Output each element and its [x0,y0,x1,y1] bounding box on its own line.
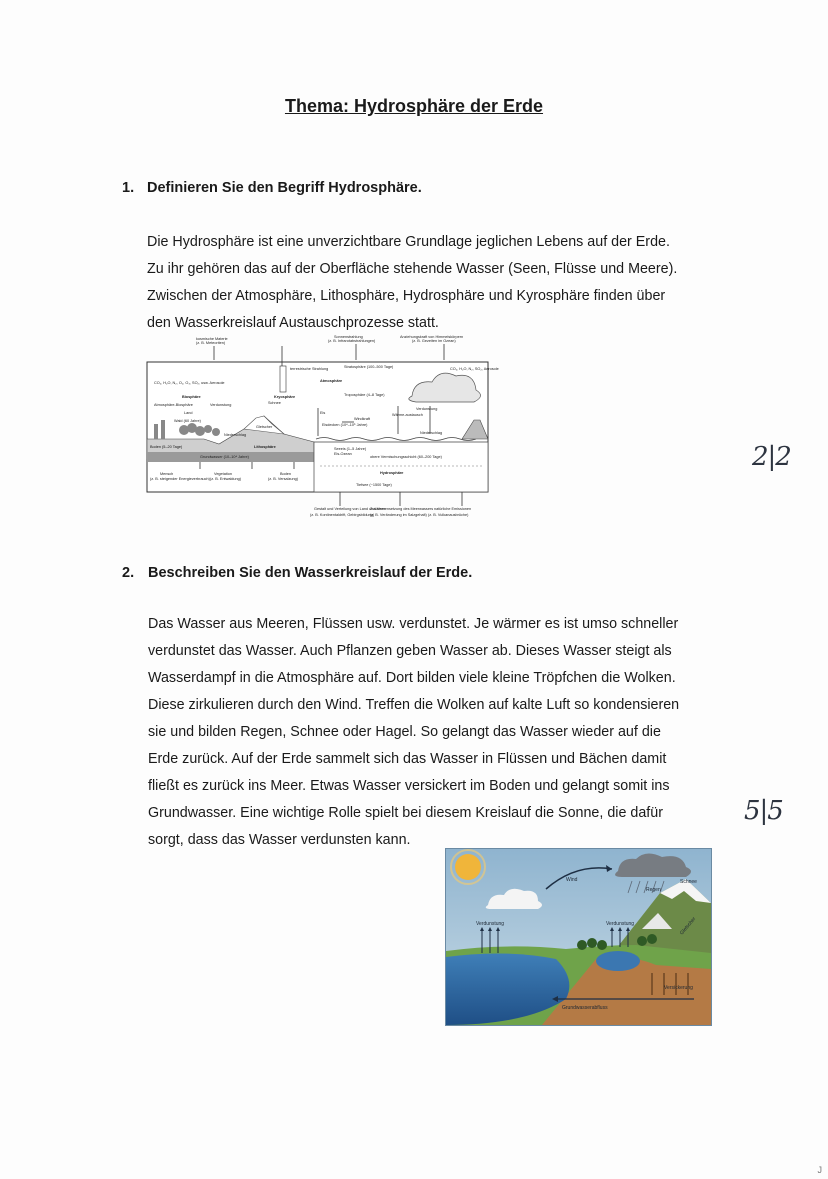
label-anziehungskraft-sub: (z. B. Gezeiten im Ozean) [412,339,456,343]
label-schnee: Schnee [268,401,281,405]
grade-mark-2: 5|5 [744,796,783,826]
label-troposphaere: Troposphäre (4–8 Tage) [344,393,385,397]
label-tiefsee: Tiefsee (~1500 Tage) [356,483,392,487]
label-wind: Wind [566,877,578,883]
label-schnee: Schnee [680,879,697,885]
label-wald: Wald (60 Jahre) [174,419,201,423]
label-boden: Boden (5–20 Tage) [150,445,183,449]
label-eisdecken: Eisdecken (10⁴–10⁵ Jahre) [322,423,368,427]
answer-1-line: Die Hydrosphäre ist eine unverzichtbare Grundlage jeglichen Lebens auf der Erde. [147,234,670,250]
label-emissionen: natürliche Emissionen [434,507,472,511]
question-2-number: 2. [122,565,135,581]
label-boden-b: Boden [280,472,291,476]
label-atmosphaere-biosphaere: Atmosphäre-Biosphäre [154,403,193,407]
page-title: Thema: Hydrosphäre der Erde [284,96,544,116]
label-hydrosphaere: Hydrosphäre [380,471,404,475]
answer-2-line: Grundwasser. Eine wichtige Rolle spielt bei diesem Kreislauf die Sonne, die dafür [148,805,663,821]
label-niederschlag-right: Niederschlag [420,431,443,435]
label-gase-left: CO₂, H₂O, N₂, O₂, O₃, SO₂, usw. Aerosole [154,381,225,385]
answer-1-line: Zu ihr gehören das auf der Oberfläche stehende Wasser (Seen, Flüsse und Meere). [147,261,678,277]
label-vegetation-sub: (z. B. Entwaldung) [210,477,242,481]
label-atmosphaere: Atmosphäre [320,379,343,383]
label-biosphaere: Biosphäre [182,395,201,399]
question-2-text: Beschreiben Sie den Wasserkreislauf der Erde. [148,565,473,581]
label-eis: Eis [320,411,326,415]
label-windkraft: Windkraft [354,417,371,421]
label-grundwasser: Grundwasser (10–10⁴ Jahre) [200,455,249,459]
label-kosmische-materie: kosmische Materie [196,337,228,341]
label-seeeis: Seeeis (1–5 Jahre) [334,447,367,451]
answer-2-line: Diese zirkulieren durch den Wind. Treffen die Wolken auf kalte Luft so kondensieren [148,697,680,713]
label-vermischungsschicht: obere Vermischungsschicht (60–200 Tage) [370,455,442,459]
label-mensch: Mensch [160,472,174,476]
answer-1-line: Zwischen der Atmosphäre, Lithosphäre, Hydrosphäre und Kyrosphäre finden über [147,288,666,304]
label-vegetation: Vegetation [214,472,232,476]
label-verdunstung-left: Verdunstung [476,921,505,927]
label-gletscher: Gletscher [678,916,698,937]
climate-system-svg [144,334,499,534]
label-verdunstung: Verdunstung [210,403,232,407]
label-zusammensetzung-sub: (z. B. Veränderung im Salzgehalt) [370,513,427,517]
answer-2-line: Erde zurück. Auf der Erde sammelt sich das Wasser in Flüssen und Bächen damit [148,751,667,767]
answer-2-line: sorgt, dass das Wasser verdunsten kann. [148,832,411,848]
label-gestalt: Gestalt und Verteilung von Land und Meer [314,507,386,511]
label-terrestrische: terrestrische Strahlung [290,367,329,371]
label-kosmische-materie-sub: (z. B. Meteoriten) [196,341,226,345]
answer-2-line: sie und bilden Regen, Schnee oder Hagel. So gelangt das Wasser wieder auf die [148,724,661,740]
label-kryosphaere: Kryosphäre [274,395,296,399]
answer-1-line: den Wasserkreislauf Austauschprozesse statt. [147,315,439,331]
question-1-number: 1. [122,180,135,196]
water-cycle-diagram [445,848,712,1026]
label-sonnenstrahlung-sub: (z. B. Infrarotabstrahlungen) [328,339,376,343]
corner-mark: J [817,1165,822,1175]
water-cycle-svg [446,849,711,1025]
label-sonnenstrahlung: Sonnenstrahlung [334,335,363,339]
climate-system-diagram [144,334,499,534]
label-mensch-sub: (z. B. steigender Energieverbrauch) [150,477,210,481]
label-land: Land [184,411,193,415]
answer-2-line: Wasserdampf in die Atmosphäre auf. Dort bilden viele kleine Tröpfchen die Wolken. [148,670,676,686]
label-regen: Regen [646,887,661,893]
label-anziehungskraft: Anziehungskraft von Himmelskörpern [400,335,464,339]
label-niederschlag: Niederschlag [224,433,247,437]
label-gestalt-sub: (z. B. Kontinentaldrift, Gebirgsbildung) [310,513,375,517]
answer-1 [147,229,677,337]
label-zusammensetzung: Zusammensetzung des Meerwassers [370,507,434,511]
label-lithosphaere: Lithosphäre [254,445,276,449]
answer-2-line: verdunstet das Wasser. Auch Pflanzen geben Wasser ab. Dieses Wasser steigt als [148,643,672,659]
label-waermeaustausch: Wärme-austausch [392,413,423,417]
answer-2-line: Das Wasser aus Meeren, Flüssen usw. verdunstet. Je wärmer es ist umso schneller [148,616,679,632]
label-boden-b-sub: (z. B. Versalzung) [268,477,298,481]
label-eis-ozean: Eis-Ozean [334,452,352,456]
label-stratosphaere: Stratosphäre (100–500 Tage) [344,365,394,369]
grade-mark-1: 2|2 [752,442,791,472]
answer-2 [148,611,679,854]
label-emissionen-sub: (z. B. Vulkanausbrüche) [428,513,469,517]
answer-2-line: fließt es zurück ins Meer. Etwas Wasser versickert im Boden und gelangt somit ins [148,778,670,794]
label-gletscher: Gletscher [256,425,273,429]
label-verdunstung-right: Verdunstung [606,921,635,927]
question-1-text: Definieren Sie den Begriff Hydrosphäre. [147,180,422,196]
label-grundwasserabfluss: Grundwasserabfluss [562,1005,608,1011]
label-versickerung: Versickerung [664,985,693,991]
label-verdunstung-right: Verdunstung [416,407,438,411]
label-gase-right: CO₂, H₂O, N₂, SO₂, Aerosole [450,367,499,371]
